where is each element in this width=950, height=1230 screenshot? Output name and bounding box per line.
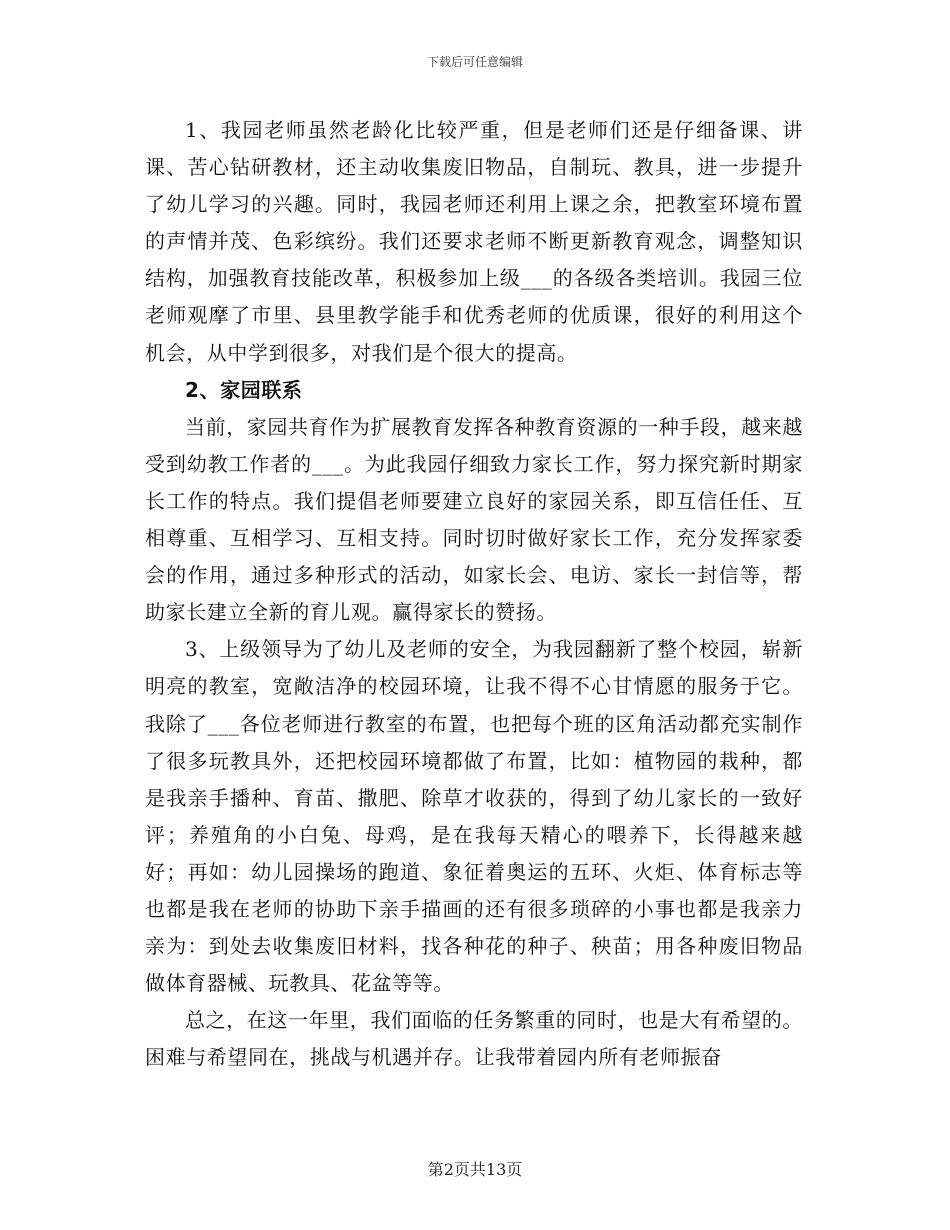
paragraph-summary: 总之，在这一年里，我们面临的任务繁重的同时，也是大有希望的。困难与希望同在，挑战与机遇并存。让我带着园内所有老师振奋: [145, 1008, 803, 1070]
section-heading-home-school: 2、家园联系: [185, 377, 303, 402]
page-header-note: 下载后可任意编辑: [426, 55, 523, 69]
document-body: [145, 112, 803, 1076]
paragraph-teachers: 1、我园老师虽然老龄化比较严重，但是老师们还是仔细备课、讲课、苦心钻研教材，还主动收集废旧物品，自制玩、教具，进一步提升了幼儿学习的兴趣。同时，我园老师还利用上课之余，把教室环境布置的声情并茂、色彩缤纷。我们还要求老师不断更新教育观念，调整知识结构，加强教育技能改革，积极参加上级___的各级各类培训。我园三位老师观摩了市里、县里教学能手和优秀老师的优质课，很好的利用这个机会，从中学到很多，对我们是个很大的提高。: [145, 118, 803, 365]
page-number: 第2页共13页: [427, 1160, 523, 1179]
paragraph-campus-renovation: 3、上级领导为了幼儿及老师的安全，为我园翻新了整个校园，崭新明亮的教室，宽敞洁净的校园环境，让我不得不心甘情愿的服务于它。我除了___各位老师进行教室的布置，也把每个班的区角活动都充实制作了很多玩教具外，还把校园环境都做了布置，比如：植物园的栽种，都是我亲手播种、育苗、撒肥、除草才收获的，得到了幼儿家长的一致好评；养殖角的小白兔、母鸡，是在我每天精心的喂养下，长得越来越好；再如：幼儿园操场的跑道、象征着奥运的五环、火炬、体育标志等也都是我在老师的协助下亲手描画的还有很多琐碎的小事也都是我亲力亲为：到处去收集废旧材料，找各种花的种子、秧苗；用各种废旧物品做体育器械、玩教具、花盆等等。: [145, 637, 803, 996]
paragraph-home-school: 当前，家园共育作为扩展教育发挥各种教育资源的一种手段，越来越受到幼教工作者的___。为此我园仔细致力家长工作，努力探究新时期家长工作的特点。我们提倡老师要建立良好的家园关系，即互信任任、互相尊重、互相学习、互相支持。同时切时做好家长工作，充分发挥家委会的作用，通过多种形式的活动，如家长会、电访、家长一封信等，帮助家长建立全新的育儿观。赢得家长的赞扬。: [145, 414, 803, 625]
